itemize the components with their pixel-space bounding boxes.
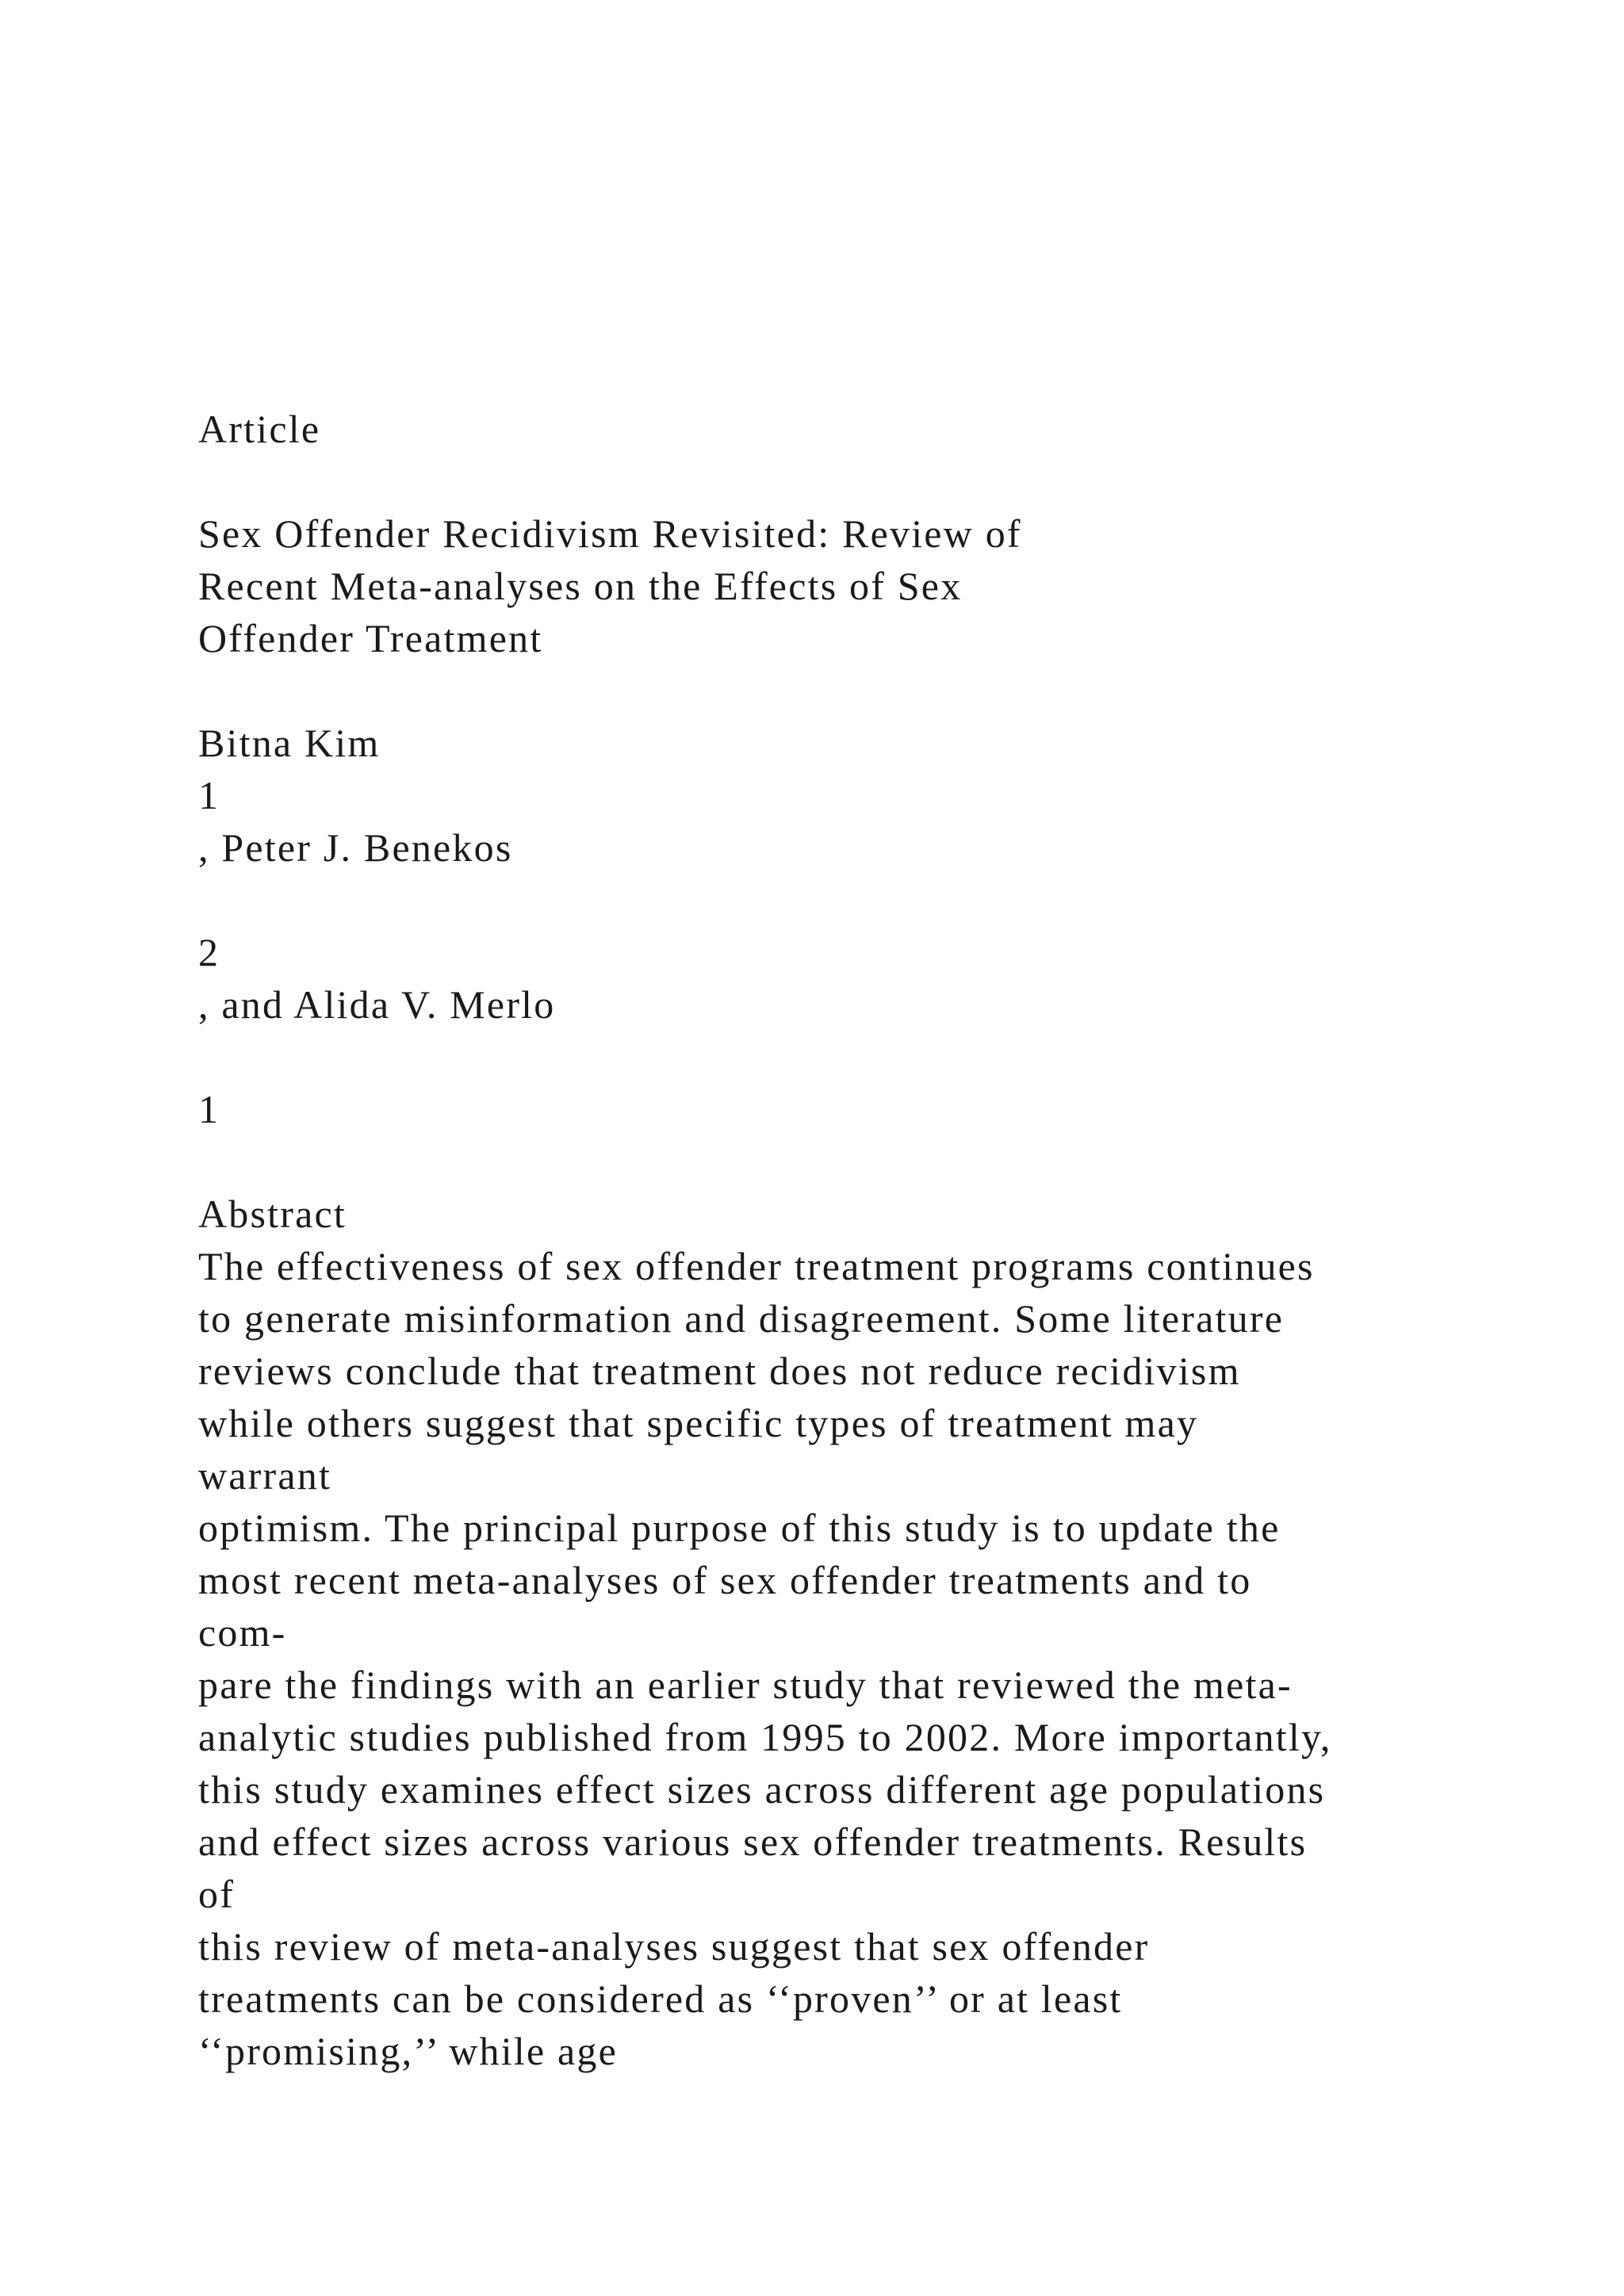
title-line: Sex Offender Recidivism Revisited: Review of — [198, 511, 1022, 556]
abstract-line: this study examines effect sizes across different age populations — [198, 1767, 1326, 1812]
abstract-line: while others suggest that specific types of treatment may — [198, 1401, 1199, 1445]
title-line: Offender Treatment — [198, 616, 543, 660]
author-affiliation-number: 1 — [198, 1087, 220, 1131]
abstract-line: to generate misinformation and disagreement. Some literature — [198, 1296, 1285, 1341]
author-name: , Peter J. Benekos — [198, 825, 513, 870]
article-label: Article — [198, 407, 321, 451]
abstract-line: optimism. The principal purpose of this study is to update the — [198, 1506, 1281, 1550]
abstract-heading: Abstract — [198, 1192, 347, 1236]
abstract-line: analytic studies published from 1995 to 2002. More importantly, — [198, 1715, 1332, 1759]
abstract-line: warrant — [198, 1453, 332, 1498]
abstract-line: of — [198, 1872, 236, 1916]
abstract-line: pare the findings with an earlier study that reviewed the meta- — [198, 1663, 1293, 1707]
author-affiliation-number: 2 — [198, 930, 220, 974]
abstract-line: reviews conclude that treatment does not reduce recidivism — [198, 1349, 1241, 1393]
abstract-line: most recent meta-analyses of sex offender treatments and to — [198, 1558, 1252, 1602]
title-line: Recent Meta-analyses on the Effects of Sex — [198, 564, 963, 608]
document-page — [198, 0, 1562, 2296]
author-name: Bitna Kim — [198, 721, 381, 765]
abstract-line: com- — [198, 1610, 287, 1655]
author-name: , and Alida V. Merlo — [198, 982, 556, 1027]
abstract-line: The effectiveness of sex offender treatment programs continues — [198, 1244, 1315, 1288]
author-affiliation-number: 1 — [198, 773, 220, 817]
abstract-line: this review of meta-analyses suggest that sex offender — [198, 1924, 1150, 1969]
abstract-line: treatments can be considered as ‘‘proven’’ or at least — [198, 1976, 1123, 2021]
abstract-line: ‘‘promising,’’ while age — [198, 2029, 619, 2073]
abstract-line: and effect sizes across various sex offender treatments. Results — [198, 1820, 1308, 1864]
